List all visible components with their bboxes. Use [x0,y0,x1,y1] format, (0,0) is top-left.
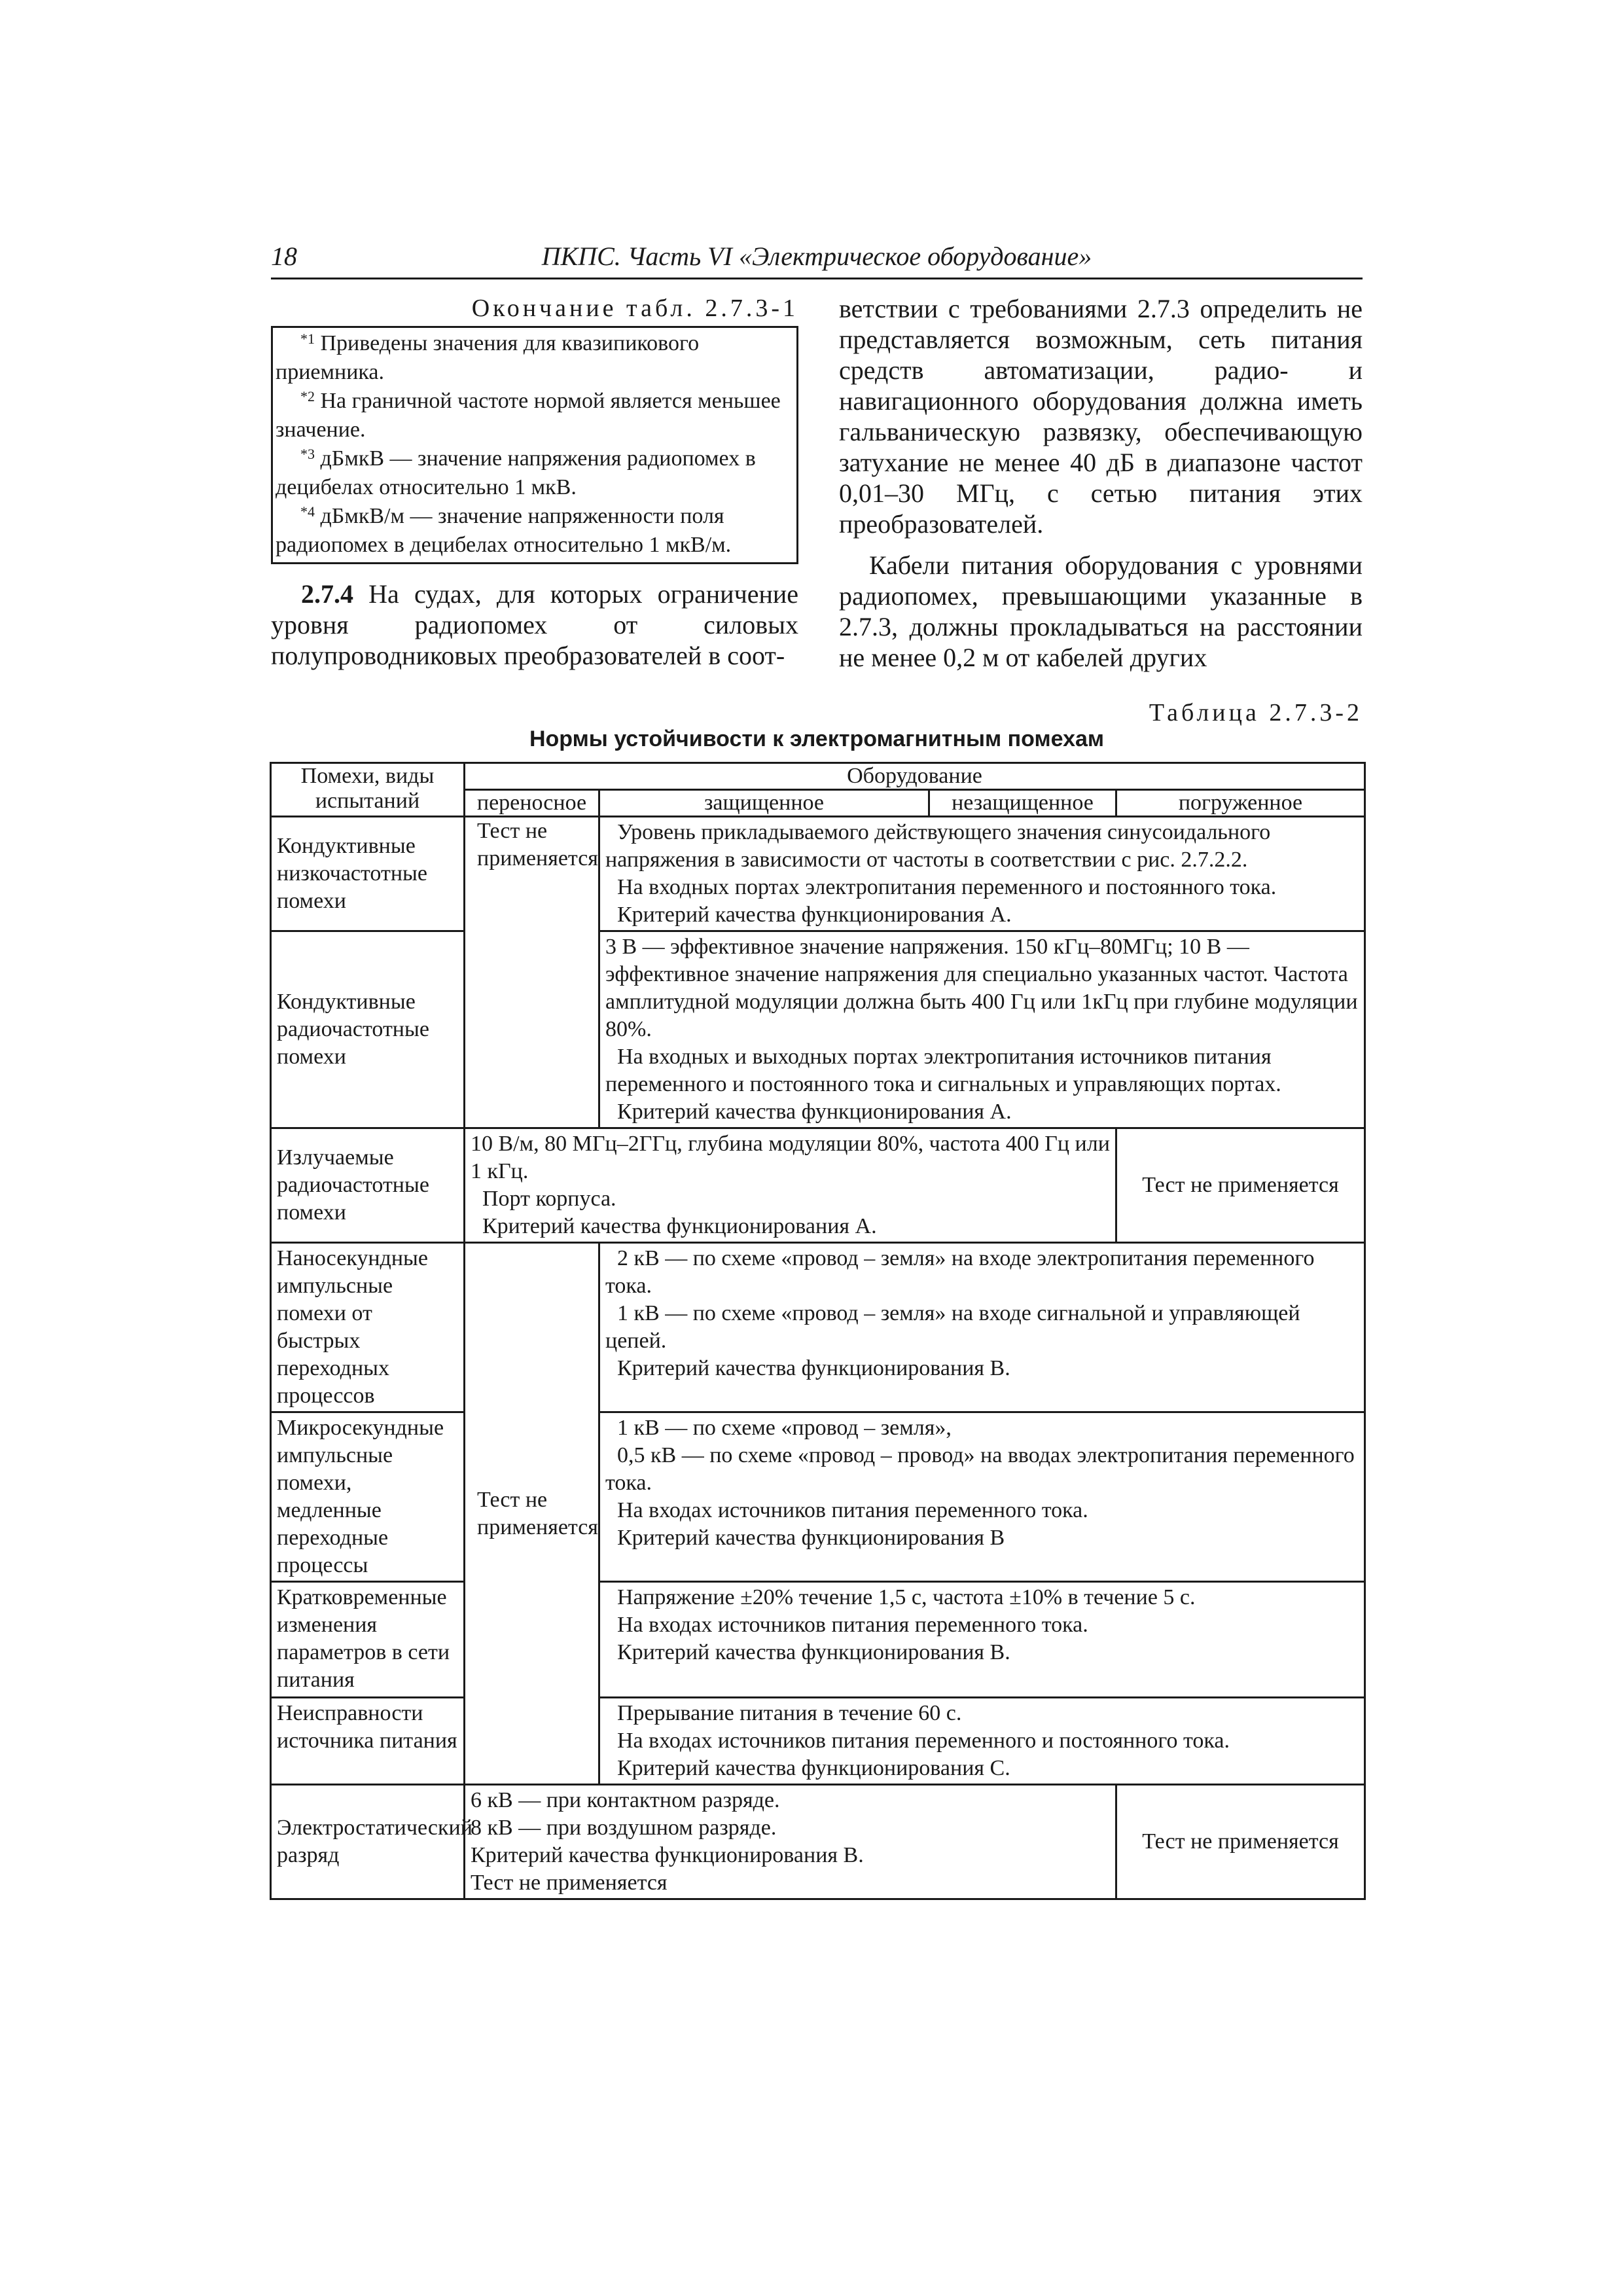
requirements-cell [599,817,1365,931]
row-type: Кратковременные изменения параметров в сети питания [271,1582,465,1698]
table-header-row [271,763,1365,790]
requirements-cell [599,1412,1365,1582]
portable-cell [465,1243,599,1785]
req-line: Критерий качества функционирования А. [617,1100,1012,1124]
req-line: Критерий качества функционирования В. [617,1640,1010,1664]
not-applied-text: Тест не применяется [477,1487,598,1539]
header-equipment: Оборудование [465,763,1365,790]
note-text: дБмкВ/м — значение напряженности поля радиопомех в децибелах относительно 1 мкВ/м. [276,504,732,557]
left-column [271,293,798,671]
note-marker: *3 [300,446,315,462]
table-row [271,1243,1365,1412]
req-line: Порт корпуса. [482,1187,616,1211]
req-line: 1 кВ — по схеме «провод – земля», [617,1416,952,1440]
header-submerged: погруженное [1116,790,1365,817]
section-text: На судах, для которых ограничение уровня радиопомех от силовых полупроводниковых преобразователей в соот- [271,579,799,670]
table-row [271,1412,1365,1582]
table-row [271,1698,1365,1785]
req-line: Тест не применяется [471,1871,668,1895]
table1-caption: Окончание табл. 2.7.3-1 [471,295,798,322]
note-text: Приведены значения для квазипикового приемника. [276,331,700,384]
req-line: 8 кВ — при воздушном разряде. [471,1816,777,1840]
table-row [271,1582,1365,1698]
req-line: 2 кВ — по схеме «провод – земля» на входе электропитания переменного тока. [605,1246,1315,1298]
req-line: Критерий качества функционирования С. [617,1756,1010,1780]
req-line: На входных портах электропитания переменного и постоянного тока. [617,875,1277,899]
note-text: дБмкВ — значение напряжения радиопомех в децибелах относительно 1 мкВ. [276,446,756,499]
portable-cell [465,817,599,1128]
req-line: Напряжение ±20% течение 1,5 с, частота ±10% в течение 5 с. [617,1585,1196,1609]
section-2-7-4-paragraph [271,579,798,671]
req-line: 1 кВ — по схеме «провод – земля» на входе сигнальной и управляющей цепей. [605,1301,1300,1353]
table-row [271,1785,1365,1899]
req-line: На входах источников питания переменного и постоянного тока. [617,1729,1230,1753]
req-line: Критерий качества функционирования В [617,1526,1005,1550]
not-applied-text: Тест не применяется [477,819,598,870]
running-title: ПКПС. Часть VI «Электрическое оборудование» [541,242,1092,271]
not-applied-cell: Тест не применяется [1116,1128,1365,1243]
header-protected: защищенное [599,790,929,817]
req-line: 6 кВ — при контактном разряде. [471,1788,780,1812]
row-type: Неисправности источника питания [271,1698,465,1785]
table-row [271,1128,1365,1243]
requirements-cell [599,1582,1365,1698]
req-line: На входах источников питания переменного тока. [617,1613,1088,1637]
row-type: Кондуктивные низкочастотные помехи [271,817,465,931]
row-type: Излучаемые радиочастотные помехи [271,1128,465,1243]
requirements-cell [599,1243,1365,1412]
row-type: Микросекундные импульсные помехи, медленные переходные процессы [271,1412,465,1582]
note-marker: *4 [300,503,315,520]
section-number: 2.7.4 [301,579,353,609]
req-line: Критерий качества функционирования В. [471,1843,864,1867]
req-line: Критерий качества функционирования В. [617,1356,1010,1380]
requirements-cell [599,931,1365,1128]
right-paragraph-2: Кабели питания оборудования с уровнями радиопомех, превышающими указанные в 2.7.3, должны прокладываться на расстоянии не менее 0,2 м от кабелей других [839,550,1363,672]
req-line: 0,5 кВ — по схеме «провод – провод» на вводах электропитания переменного тока. [605,1443,1355,1495]
note-2 [276,387,794,444]
req-line: Уровень прикладываемого действующего значения синусоидального напряжения в зависимости от частоты в соответствии с рис. 2.7.2.2. [605,820,1271,872]
table-row [271,817,1365,931]
table-row [271,931,1365,1128]
header-unprotected: незащищенное [929,790,1116,817]
header-interference: Помехи, виды испытаний [271,763,465,817]
req-line: Критерий качества функционирования А. [482,1214,877,1238]
req-line: Прерывание питания в течение 60 с. [617,1701,962,1725]
note-3 [276,444,794,502]
note-marker: *1 [300,331,315,347]
note-1 [276,329,794,387]
table2-caption: Таблица 2.7.3-2 [1149,699,1363,726]
emc-immunity-table [270,762,1366,1900]
requirements-cell [599,1698,1365,1785]
not-applied-cell: Тест не применяется [1116,1785,1365,1899]
right-column [839,293,1363,673]
req-line: Критерий качества функционирования А. [617,903,1012,927]
right-paragraph-1: ветствии с требованиями 2.7.3 определить не представляется возможным, сеть питания средств автоматизации, радио- и навигационного оборудования должна иметь гальваническую развязку, обеспечивающую затухание не менее 40 дБ в диапазоне частот 0,01–30 МГц, с сетью питания этих преобразователей. [839,294,1363,539]
note-marker: *2 [300,388,315,404]
requirements-cell [465,1128,1116,1243]
page-number: 18 [271,242,297,271]
requirements-cell [465,1785,1116,1899]
row-type: Кондуктивные радиочастотные помехи [271,931,465,1128]
header-portable: переносное [465,790,599,817]
req-line: На входах источников питания переменного тока. [617,1498,1088,1522]
req-line: На входных и выходных портах электропитания источников питания переменного и постоянного тока и сигнальных и управляющих портах. [605,1045,1281,1096]
note-4 [276,502,794,560]
running-header [271,241,1363,279]
table1-notes [271,326,798,564]
row-type: Наносекундные импульсные помехи от быстрых переходных процессов [271,1243,465,1412]
table2-title: Нормы устойчивости к электромагнитным помехам [529,726,1105,751]
row-type: Электростатический разряд [271,1785,465,1899]
req-line: 3 В — эффективное значение напряжения. 150 кГц–80МГц; 10 В — эффективное значение напряжения для специально указанных частот. Частота амплитудной модуляции должна быть 400 Гц или 1кГц при глубине модуляции 80%. [605,935,1358,1041]
req-line: 10 В/м, 80 МГц–2ГГц, глубина модуляции 80%, частота 400 Гц или 1 кГц. [471,1132,1110,1183]
note-text: На граничной частоте нормой является меньшее значение. [276,389,781,442]
